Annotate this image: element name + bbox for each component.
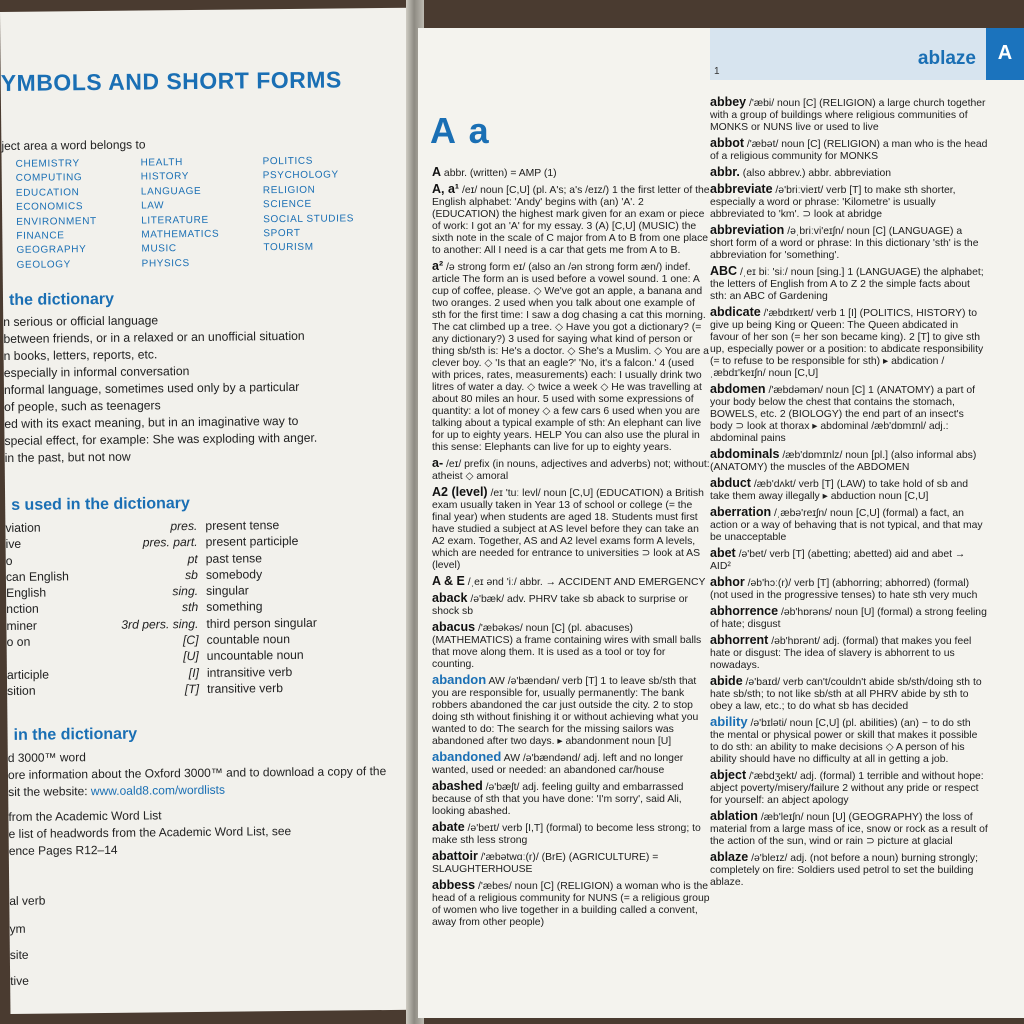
subject-label: CHEMISTRY [15,158,80,170]
entry-headword: abhor [710,575,745,589]
entry-headword: ablation [710,809,758,823]
entry-headword: abdomen [710,382,766,396]
subject-label: FINANCE [16,230,65,242]
entry-headword: A, a¹ [432,182,460,196]
wordlist-line: sit the website: www.oald8.com/wordlists [8,782,225,799]
entry-body: /'æbdʒekt/ adj. (formal) 1 terrible and without hope: abject poverty/misery/failure 2 without any pride or respect for yourself: an abject apology [710,771,984,806]
abbr-code: sing. [172,584,199,599]
abbr-meaning: something [206,599,263,615]
entry-headword: abbreviation [710,223,785,237]
abbr-meaning: uncountable noun [206,648,304,664]
awl-line: e list of headwords from the Academic Word List, see [8,823,292,841]
abbr-meaning-left: sition [7,683,36,698]
abbr-meaning-left: English [6,585,47,601]
register-line: n books, letters, reports, etc. [3,347,158,363]
entry-body: abbr. (written) = AMP (1) [443,168,557,179]
subject-label: MATHEMATICS [141,228,220,241]
page-title: YMBOLS AND SHORT FORMS [0,66,342,96]
entry-headword: abandoned [432,749,502,764]
dictionary-entry [710,224,988,262]
entry-headword: abhorrent [710,633,769,647]
abbr-code: 3rd pers. sing. [121,616,199,632]
entry-body: /əˌbriːvi'eɪʃn/ noun [C] (LANGUAGE) a short form of a word or phrase: In this dictionary 'sth' is the abbreviation for 'something'. [710,226,979,261]
dictionary-entry [710,383,988,445]
left-page [0,8,420,1014]
wordlist-notes [8,746,419,801]
abbr-meaning-left: o on [6,634,31,650]
entry-body: /ə'bæʃt/ adj. feeling guilty and embarrassed because of sth that you have done: 'I'm sorry', said Ali, looking abashed. [432,782,684,817]
dictionary-entry [710,137,988,163]
abbr-meaning: past tense [205,550,263,566]
abbr-heading: s used in the dictionary [11,495,190,514]
subject-label: GEOLOGY [16,259,71,271]
abbr-code: [U] [183,649,199,664]
entry-body: /ə'beɪt/ verb [I,T] (formal) to become less strong; to make sth less strong [432,823,701,846]
register-line: n serious or official language [3,313,159,329]
dictionary-entry [432,486,710,572]
entry-body: /əb'hɒrəns/ noun [U] (formal) a strong feeling of hate; disgust [710,607,987,630]
abbr-meaning-left: ive [5,537,22,552]
wordlist-heading: in the dictionary [13,725,138,744]
abbr-code: sb [184,567,198,582]
guide-word: ablaze [917,48,976,69]
entry-body: /'æbdɪkeɪt/ verb 1 [I] (POLITICS, HISTORY) to give up being King or Queen: The Queen abdicated in favour of her son (= her son became king). 2 [T] to give sth up, especially power or a position: to abdicate responsibility (= to refuse to be responsible for sth) ▸ abdication /ˌæbdɪ'keɪʃn/ noun [C,U] [710,308,984,379]
subject-label: SPORT [263,227,301,240]
dictionary-entry [710,716,988,766]
abbr-code: [C] [182,633,199,648]
entry-headword: aberration [710,505,772,519]
subject-label: ENVIRONMENT [16,215,97,228]
abbr-meaning-left: viation [5,520,41,535]
entry-headword: a- [432,456,444,470]
abbreviation-table [5,516,407,699]
subject-label: RELIGION [262,184,316,197]
entry-body: /ə'bet/ verb [T] (abetting; abetted) aid and abet → AID² [710,549,966,572]
wordlist-line: d 3000™ word [7,750,86,765]
subject-label: SCIENCE [262,198,312,211]
entry-headword: abbreviate [710,182,773,196]
abbr-code: pres. part. [142,535,198,550]
entry-body: /ˌæbə'reɪʃn/ noun [C,U] (formal) a fact, an action or a way of behaving that is not typical, and that may be unacceptable [710,508,983,543]
dictionary-entry [432,780,710,818]
entry-headword: abhorrence [710,604,779,618]
dictionary-entry [710,547,988,573]
entry-body: /'æbətwɑː(r)/ (BrE) (AGRICULTURE) = SLAUGHTERHOUSE [432,852,659,875]
dictionary-entry [710,810,988,848]
entry-headword: ablaze [710,850,749,864]
entry-body: AW /ə'bændən/ verb [T] 1 to leave sb/sth that you are responsible for, usually permanently: The bank robbers abandoned the car just outside the city. 2 to stop doing sth without finishing it or without achieving what you wanted to do: The search for the missing sailors was abandoned after two days. ▸ abandonment noun [U] [432,676,699,747]
entry-body: (also abbrev.) abbr. abbreviation [742,168,892,179]
entry-body: /ə'bɪləti/ noun [C,U] (pl. abilities) (an) ~ to do sth the mental or physical power or skill that makes it possible to do sth: an ability to make decisions ◇ A person of his ability should have no difficulty at all in getting a job. [710,718,978,765]
dictionary-entry [710,477,988,503]
abbr-meaning-left: can English [5,569,70,584]
dictionary-entry [432,457,710,483]
dictionary-entry [710,96,988,134]
entry-headword: abacus [432,620,476,634]
entry-body: /ə'bæk/ adv. PHRV take sb aback to surprise or shock sb [432,594,688,617]
dictionary-entry [432,183,710,257]
subject-label [264,255,394,271]
entry-headword: abbot [710,136,745,150]
subject-label: GEOGRAPHY [16,244,87,257]
dictionary-entry [710,605,988,631]
entry-body: /əb'hɔː(r)/ verb [T] (abhorring; abhorred) (formal) (not used in the progressive tenses) to hate sth very much [710,578,978,601]
dictionary-entry [432,674,710,748]
entry-headword: a² [432,259,444,273]
entry-body: /'æbəkəs/ noun [C] (pl. abacuses) (MATHEMATICS) a frame containing wires with small balls that move along them. It is used as a tool or toy for counting. [432,623,702,670]
register-line: special effect, for example: She was exploding with anger. [4,430,318,448]
abbr-meaning: somebody [205,567,263,582]
subject-label: POLITICS [262,155,314,168]
dictionary-entry [432,751,710,777]
awl-line: ence Pages R12–14 [8,842,118,858]
subject-list [16,154,397,273]
entry-body: /'æbdəmən/ noun [C] 1 (ANATOMY) a part of your body below the chest that contains the stomach, BOWELS, etc. 2 (BIOLOGY) the end part of an insect's body ⊃ look at thorax ▸ abdominal /æb'dɒmɪnl/ adj.: abdominal pains [710,385,976,444]
dictionary-entry [710,448,988,474]
entry-body: /ə strong form eɪ/ (also an /ən strong form æn/) indef. article The form an is used before a vowel sound. 1 one: A cup of coffee, please. ◇ We've got an apple, a banana and two oranges. 2 used when you talk about one example of sth for the first time: I saw a dog chasing a cat this morning. The cat climbed up a tree. ◇ Have you got a dictionary? (= any dictionary?) 3 used for saying what kind of person or thing sb/sth is: He's a doctor. ◇ She's a Muslim. ◇ You are a clever boy. ◇ 'Is that an eagle?' 'No, it's a falcon.' 4 (used with prices, rates, measurements) each: I usually drink two litres of water a day. ◇ twice a week ◇ He was travelling at about 80 miles an hour. 5 used with some expressions of quantity: a lot of money ◇ a few cars 6 used when you are talking about a typical example of sth: An elephant can live for up to eighty years. HELP You can also use the plural in this sense: Elephants can live for up to eighty years. [432,262,709,453]
register-list [3,310,405,467]
subject-label: HISTORY [140,171,190,183]
entry-headword: ABC [710,264,738,278]
dictionary-entry [432,850,710,876]
subject-label: LITERATURE [141,214,209,227]
entry-headword: ability [710,714,748,729]
label-line: tive [10,973,29,988]
abbr-meaning-left: articiple [6,667,50,682]
page-number: 1 [714,66,720,77]
dictionary-entry [710,166,988,180]
abbr-code: pt [187,551,198,566]
label-line: site [9,947,29,962]
entry-body: /əb'hɒrənt/ adj. (formal) that makes you feel hate or disgust: The idea of slavery is abhorrent to us nowadays. [710,636,972,671]
entry-headword: abashed [432,779,483,793]
dictionary-entry [710,506,988,544]
register-line: in the past, but not now [4,449,131,465]
register-heading: the dictionary [8,290,115,309]
dictionary-entry [710,265,988,303]
dictionary-entry [432,260,710,454]
abbr-meaning-left: o [5,553,13,568]
entry-body: /ə'baɪd/ verb can't/couldn't abide sb/sth/doing sth to hate sb/sth; to not like sb/sth at all PHRV abide by sth to obey a law, etc.; to do what sb has decided [710,677,982,712]
dictionary-entry [710,576,988,602]
entry-body: /eɪ 'tuː levl/ noun [C,U] (EDUCATION) a British exam usually taken in Year 13 of school or college (= the final year) when students are aged 18. Students must first have studied a subject at AS level before they can take an A2 exam. Together, AS and A2 level exams form A levels, which are needed for entrance to universities ⊃ look at AS (level) [432,488,704,571]
dictionary-entry [432,621,710,671]
entry-body: /'æbi/ noun [C] (RELIGION) a large church together with a group of buildings where religious communities of MONKS or NUNS live or used to live [710,98,986,133]
wordlist-link: www.oald8.com/wordlists [90,782,225,799]
entry-body: /ə'briːvieɪt/ verb [T] to make sth shorter, especially a word or phrase: 'Kilometre' is usually abbreviated to 'km'. ⊃ look at abridge [710,185,956,220]
dictionary-entry [432,821,710,847]
dictionary-entry [432,166,710,180]
subject-label: PHYSICS [141,257,190,270]
abbr-meaning-left: miner [6,618,37,633]
abbr-code: [I] [188,665,200,680]
subject-label: ECONOMICS [15,201,84,214]
entry-body: AW /ə'bændənd/ adj. left and no longer wanted, used or needed: an abandoned car/house [432,753,684,776]
subject-label: SOCIAL STUDIES [263,212,355,225]
register-line: ed with its exact meaning, but in an imaginative way to [4,413,299,431]
entry-body: /eɪ/ noun [C,U] (pl. A's; a's /eɪz/) 1 the first letter of the English alphabet: 'Andy' begins with (an) 'A'. 2 (EDUCATION) the highest mark given for an exam or piece of work: I got an 'A' for my essay. 3 (A) [C,U] (MUSIC) the sixth note in the scale of C major from A to B from one place to another: All I need is a car that gets me from A to B. [432,185,710,256]
entry-headword: abate [432,820,465,834]
awl-notes [8,805,419,860]
label-line: al verb [9,893,46,908]
register-line: of people, such as teenagers [4,398,161,414]
dictionary-entry [432,575,710,589]
entry-headword: abide [710,674,743,688]
subject-label: LAW [140,200,165,212]
abbr-code: [T] [184,681,200,697]
dictionary-entry [710,634,988,672]
subject-label: PSYCHOLOGY [262,169,339,182]
abbr-meaning: third person singular [206,615,317,631]
entry-headword: abet [710,546,736,560]
dictionary-entry [710,851,988,889]
entry-headword: abbr. [710,165,740,179]
awl-line: from the Academic Word List [8,808,162,824]
wordlist-line: ore information about the Oxford 3000™ and to download a copy of the [7,763,387,782]
subject-label: MUSIC [141,243,177,255]
dictionary-entry [432,592,710,618]
entry-headword: abbey [710,95,747,109]
subject-label: TOURISM [263,242,314,254]
abbr-meaning: present participle [205,534,299,550]
subject-intro: ject area a word belongs to [1,137,146,153]
abbr-code: sth [181,600,199,615]
entry-headword: abattoir [432,849,478,863]
entry-body: /æb'leɪʃn/ noun [U] (GEOGRAPHY) the loss of material from a large mass of ice, snow or rock as a result of the action of the sun, wind or rain ⊃ picture at glacial [710,812,988,847]
entry-headword: abbess [432,878,476,892]
abbr-meaning-left [7,649,117,666]
register-line: between friends, or in a relaxed or an unofficial situation [3,328,305,346]
abbr-meaning: present tense [205,518,280,533]
entry-headword: abandon [432,672,487,687]
subject-label: COMPUTING [15,172,83,185]
entry-column-2 [710,96,988,892]
entry-body: /'æbət/ noun [C] (RELIGION) a man who is the head of a religious community for MONKS [710,139,988,162]
abbr-meaning: transitive verb [207,681,284,696]
dictionary-entry [710,183,988,221]
dictionary-entry [432,879,710,929]
entry-column-1 [432,166,710,932]
label-line: ym [9,921,26,936]
entry-body: /eɪ/ prefix (in nouns, adjectives and adverbs) not; without: atheist ◇ amoral [432,459,710,482]
right-page [418,28,1024,1018]
entry-headword: abduct [710,476,751,490]
dictionary-entry [710,306,988,380]
abbr-meaning: intransitive verb [206,664,293,680]
entry-body: /æb'dʌkt/ verb [T] (LAW) to take hold of sb and take them away illegally ▸ abduction noun [C,U] [710,479,968,502]
entry-body: /ˌeɪ ənd 'iː/ abbr. → ACCIDENT AND EMERGENCY [467,577,706,588]
abbr-row [7,679,407,699]
section-letters: A a [430,110,491,151]
entry-body: /ˌeɪ biː 'siː/ noun [sing.] 1 (LANGUAGE) the alphabet; the letters of English from A to Z 2 the simple facts about sth: an ABC of Gardening [710,267,984,302]
entry-body: /'æbes/ noun [C] (RELIGION) a woman who is the head of a religious community for NUNS (= a religious group of women who live together in a building called a convent, away from other people) [432,881,710,928]
dictionary-entry [710,769,988,807]
abbr-meaning: singular [206,583,249,599]
abbr-meaning: countable noun [206,632,291,647]
entry-headword: A & E [432,574,465,588]
entry-headword: abdominals [710,447,780,461]
abbr-code: pres. [170,518,198,534]
entry-headword: aback [432,591,468,605]
dictionary-entry [710,675,988,713]
subject-label: EDUCATION [15,186,80,199]
abbr-meaning-left: nction [6,602,39,617]
entry-body: /æb'dɒmɪnlz/ noun [pl.] (also informal abs) (ANATOMY) the muscles of the ABDOMEN [710,450,977,473]
entry-headword: abdicate [710,305,761,319]
register-line: especially in informal conversation [3,364,190,380]
entry-headword: A2 (level) [432,485,488,499]
subject-label: LANGUAGE [140,185,202,198]
entry-body: /ə'bleɪz/ adj. (not before a noun) burning strongly; completely on fire: Soldiers used petrol to set the building ablaze. [710,853,979,888]
subject-label: HEALTH [140,157,183,169]
entry-headword: abject [710,768,747,782]
entry-headword: A [432,165,442,179]
letter-tab: A [986,28,1024,80]
register-line: nformal language, sometimes used only by a particular [3,379,300,397]
